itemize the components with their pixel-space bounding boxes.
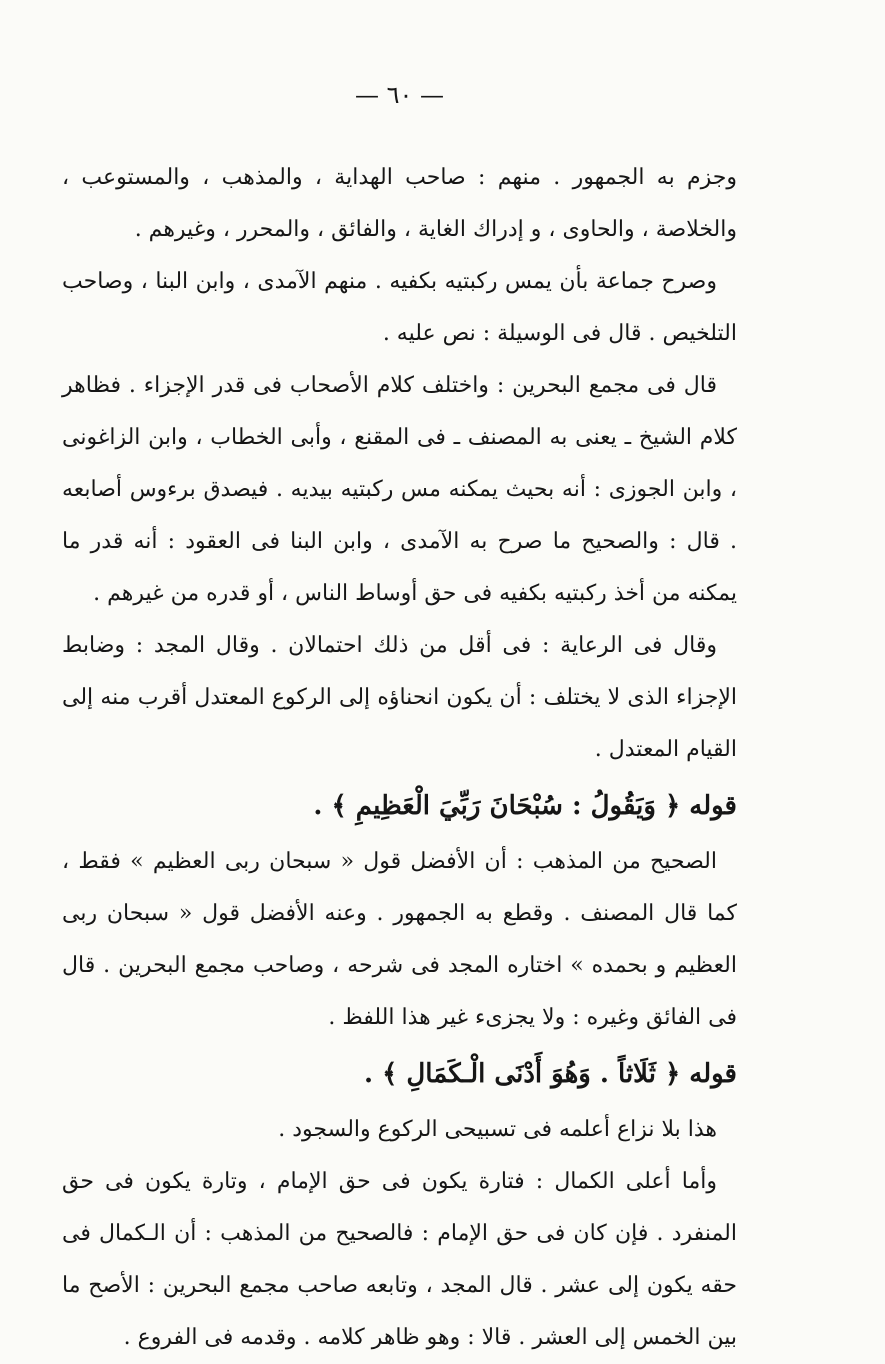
paragraph-4: وقال فى الرعاية : فى أقل من ذلك احتمالان . وقال المجد : وضابط الإجزاء الذى لا يختلف : أن يكون انحناؤه إلى الركوع المعتدل أقرب منه إلى القيام المعتدل . (62, 633, 737, 762)
document-page (62, 80, 737, 1364)
page-number: — ٦٠ — (354, 81, 445, 109)
paragraph-5: الصحيح من المذهب : أن الأفضل قول « سبحان ربى العظيم » فقط ، كما قال المصنف . وقطع به الجمهور . وعنه الأفضل قول « سبحان ربى العظيم و بحمده » اختاره المجد فى شرحه ، وصاحب مجمع البحرين . قال فى الفائق وغيره : ولا يجزىء غير هذا اللفظ . (62, 849, 737, 1030)
paragraph-3: قال فى مجمع البحرين : واختلف كلام الأصحاب فى قدر الإجزاء . فظاهر كلام الشيخ ـ يعنى به المصنف ـ فى المقنع ، وأبى الخطاب ، وابن الزاغونى ، وابن الجوزى : أنه بحيث يمكنه مس ركبتيه بيديه . فيصدق برءوس أصابعه . قال : والصحيح ما صرح به الآمدى ، وابن البنا فى العقود : أنه قدر ما يمكنه من أخذ ركبتيه بكفيه فى حق أوساط الناس ، أو قدره من غيرهم . (62, 373, 737, 606)
paragraph-1: وجزم به الجمهور . منهم : صاحب الهداية ، والمذهب ، والمستوعب ، والخلاصة ، والحاوى ، و إدراك الغاية ، والفائق ، والمحرر ، وغيرهم . (62, 165, 737, 242)
paragraph-2: وصرح جماعة بأن يمس ركبتيه بكفيه . منهم الآمدى ، وابن البنا ، وصاحب التلخيص . قال فى الوسيلة : نص عليه . (62, 269, 737, 346)
section-heading-1: قوله ﴿ وَيَقُولُ : سُبْحَانَ رَبِّيَ الْعَظِيمِ ﴾ . (313, 791, 737, 821)
paragraph-7: وأما أعلى الكمال : فتارة يكون فى حق الإمام ، وتارة يكون فى حق المنفرد . فإن كان فى حق الإمام : فالصحيح من المذهب : أن الـكمال فى حقه يكون إلى عشر . قال المجد ، وتابعه صاحب مجمع البحرين : الأصح ما بين الخمس إلى العشر . قالا : وهو ظاهر كلامه . وقدمه فى الفروع . (62, 1169, 737, 1350)
section-heading-2: قوله ﴿ ثَلَاثاً . وَهُوَ أَدْنَى الْـكَمَالِ ﴾ . (364, 1059, 737, 1089)
paragraph-6: هذا بلا نزاع أعلمه فى تسبيحى الركوع والسجود . (278, 1117, 717, 1142)
